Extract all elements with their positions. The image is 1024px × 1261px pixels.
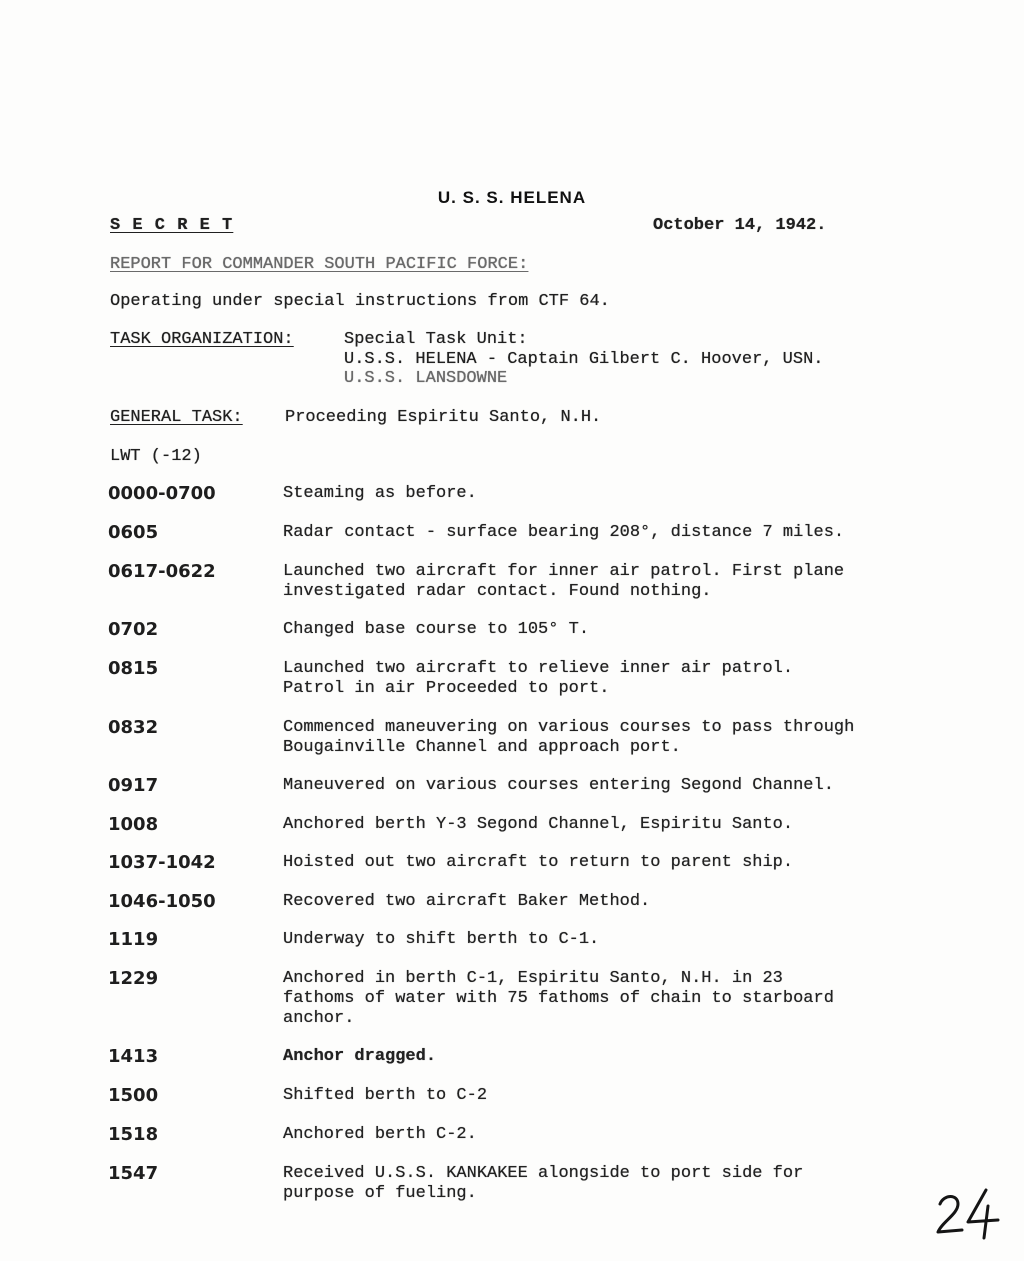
operating-instructions: Operating under special instructions from CTF 64. (110, 292, 610, 311)
log-text: Hoisted out two aircraft to return to parent ship. (283, 853, 794, 872)
log-text: Commenced maneuvering on various courses to pass through (283, 718, 855, 737)
log-time: 1046-1050 (108, 891, 216, 912)
log-text: Bougainville Channel and approach port. (283, 738, 681, 757)
task-organization-line-1: Special Task Unit: (344, 330, 528, 349)
log-time: 0702 (108, 619, 159, 640)
log-text: anchor. (283, 1009, 355, 1028)
log-time: 1119 (108, 929, 159, 950)
log-time: 1229 (108, 968, 159, 989)
log-text: Radar contact - surface bearing 208°, distance 7 miles. (283, 523, 845, 542)
log-text: Launched two aircraft to relieve inner air patrol. (283, 659, 794, 678)
log-time: 1518 (108, 1124, 159, 1145)
log-time: 0000-0700 (108, 483, 216, 504)
ship-heading: U. S. S. HELENA (437, 188, 587, 207)
task-organization-line-2: U.S.S. HELENA - Captain Gilbert C. Hoover, USN. (344, 350, 824, 369)
handwritten-page-number (928, 1182, 1008, 1242)
log-time: 1547 (108, 1163, 159, 1184)
log-text: Underway to shift berth to C-1. (283, 930, 600, 949)
log-time: 1008 (108, 814, 159, 835)
task-organization-label: TASK ORGANIZATION: (110, 330, 294, 349)
log-text: Anchor dragged. (283, 1047, 437, 1066)
log-text: Recovered two aircraft Baker Method. (283, 892, 651, 911)
log-text: purpose of fueling. (283, 1184, 477, 1203)
log-text: investigated radar contact. Found nothing. (283, 582, 712, 601)
log-text: Shifted berth to C-2 (283, 1086, 488, 1105)
log-text: Received U.S.S. KANKAKEE alongside to port side for (283, 1164, 804, 1183)
log-text: Launched two aircraft for inner air patrol. First plane (283, 562, 845, 581)
log-time: 0917 (108, 775, 159, 796)
log-time: 0605 (108, 522, 159, 543)
log-text: Steaming as before. (283, 484, 477, 503)
log-text: Anchored in berth C-1, Espiritu Santo, N.H. in 23 (283, 969, 783, 988)
log-time: 1037-1042 (108, 852, 216, 873)
general-task-label: GENERAL TASK: (110, 408, 243, 427)
classification-mark: S E C R E T (110, 216, 234, 235)
log-text: fathoms of water with 75 fathoms of chain to starboard (283, 989, 834, 1008)
task-organization-line-3: U.S.S. LANSDOWNE (344, 369, 508, 388)
time-zone: LWT (-12) (110, 447, 202, 466)
log-time: 0832 (108, 717, 159, 738)
log-time: 0617-0622 (108, 561, 216, 582)
log-time: 1500 (108, 1085, 159, 1106)
log-text: Anchored berth Y-3 Segond Channel, Espiritu Santo. (283, 815, 794, 834)
log-text: Anchored berth C-2. (283, 1125, 477, 1144)
report-title: REPORT FOR COMMANDER SOUTH PACIFIC FORCE: (110, 255, 529, 274)
log-text: Changed base course to 105° T. (283, 620, 590, 639)
log-time: 1413 (108, 1046, 159, 1067)
log-text: Maneuvered on various courses entering Segond Channel. (283, 776, 834, 795)
log-time: 0815 (108, 658, 159, 679)
log-text: Patrol in air Proceeded to port. (283, 679, 610, 698)
general-task-text: Proceeding Espiritu Santo, N.H. (285, 408, 602, 427)
report-date: October 14, 1942. (653, 216, 827, 235)
